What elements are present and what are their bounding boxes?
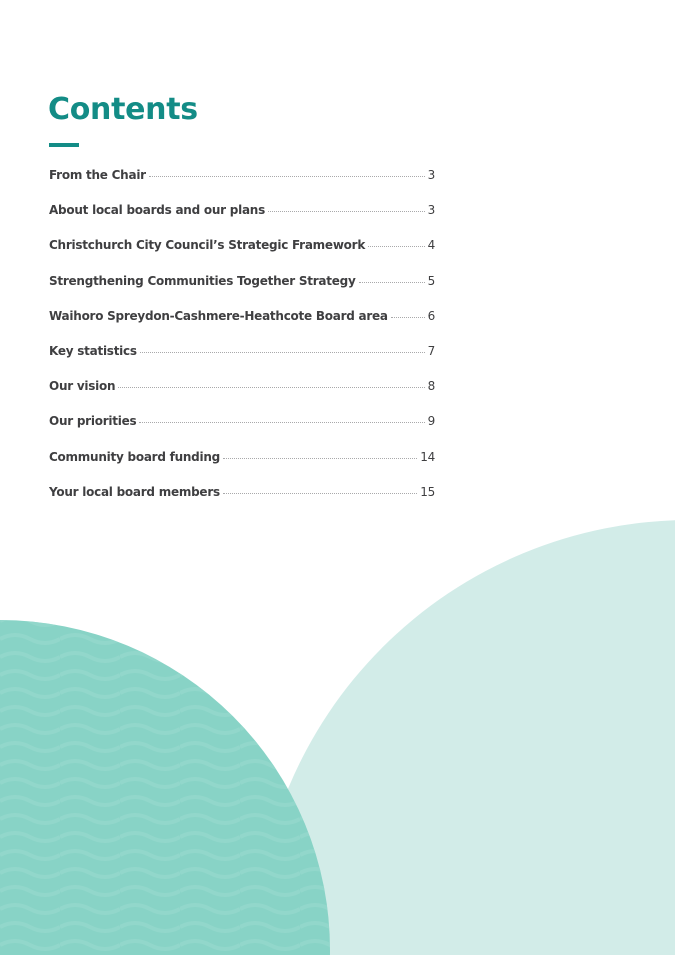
toc-entry-title: Christchurch City Council’s Strategic Framework [49,238,366,253]
toc-entry[interactable] [49,450,435,474]
toc-entry[interactable] [49,309,435,333]
toc-page-number: 15 [420,484,435,499]
toc-page-number: 5 [427,273,435,288]
toc-page-number: 9 [427,414,435,429]
dot-leader [149,176,425,177]
toc-page-number: 4 [427,238,435,253]
toc-page-number: 14 [420,449,435,464]
toc-page-number: 3 [427,203,435,218]
toc-entry-title: Key statistics [49,343,137,358]
dot-leader [140,352,425,353]
toc-entry[interactable] [49,168,435,192]
toc-entry-title: Our priorities [49,414,137,429]
dot-leader [223,458,417,459]
dot-leader [359,282,425,283]
dot-leader [368,246,425,247]
table-of-contents [49,168,435,520]
toc-entry[interactable] [49,344,435,368]
toc-entry[interactable] [49,485,435,509]
toc-page-number: 6 [427,308,435,323]
page-title: Contents [48,92,198,127]
toc-page-number: 3 [427,168,435,182]
toc-entry-title: Community board funding [49,449,221,464]
toc-entry-title: Your local board members [49,484,220,499]
toc-page-number: 8 [427,379,435,394]
toc-entry[interactable] [49,203,435,227]
toc-entry[interactable] [49,238,435,262]
toc-entry-title: Our vision [49,379,116,394]
toc-entry[interactable] [49,414,435,438]
toc-page-number: 7 [427,343,435,358]
dot-leader [139,422,424,423]
dot-leader [268,211,425,212]
toc-entry-title: Waihoro Spreydon-Cashmere-Heathcote Board area [49,308,388,323]
toc-entry[interactable] [49,274,435,298]
title-underline [49,143,79,147]
dot-leader [223,493,417,494]
toc-entry-title: About local boards and our plans [49,203,265,218]
toc-entry-title: Strengthening Communities Together Strategy [49,273,356,288]
dot-leader [391,317,425,318]
toc-entry[interactable] [49,379,435,403]
dot-leader [118,387,424,388]
toc-entry-title: From the Chair [49,168,146,182]
